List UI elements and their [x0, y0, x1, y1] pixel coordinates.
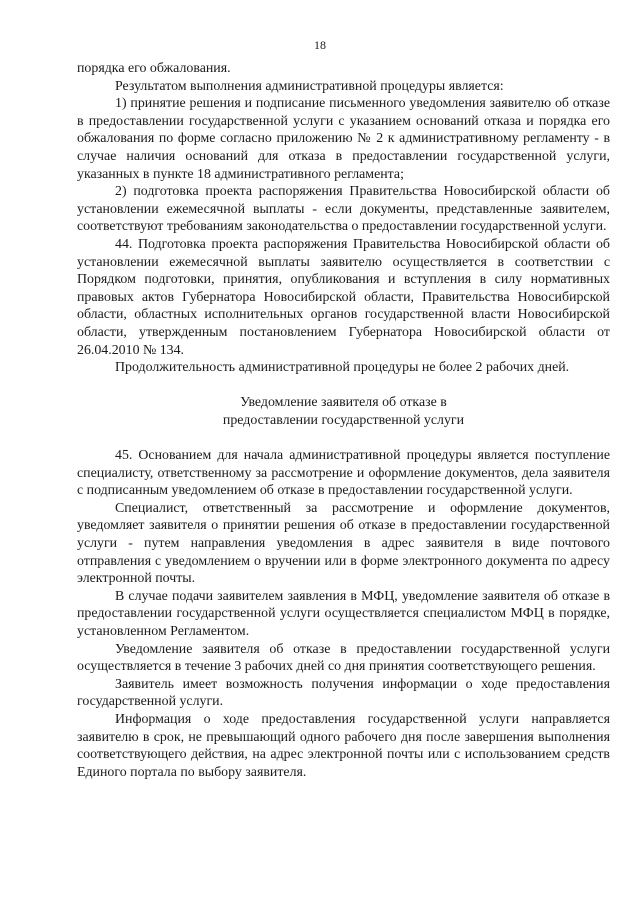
- paragraph: 44. Подготовка проекта распоряжения Правительства Новосибирской области об установлении ежемесячной выплаты заявителю осуществляется в соответствии с Порядком подготовки, принятия, опубликования и вступления в силу нормативных правовых актов Губернатора Новосибирской области, Правительства Новосибирской области, областных исполнительных органов государственной власти Новосибирской области, утвержденным постановлением Губернатора Новосибирской области от 26.04.2010 № 134.: [77, 236, 610, 358]
- paragraph: 45. Основанием для начала административной процедуры является поступление специалисту, ответственному за рассмотрение и оформление документов, дела заявителя с подписанным уведомлением об отказе в предоставлении государственной услуги.: [77, 448, 610, 499]
- paragraph: В случае подачи заявителем заявления в МФЦ, уведомление заявителя об отказе в предоставлении государственной услуги осуществляется специалистом МФЦ в порядке, установленном Регламентом.: [77, 588, 610, 639]
- paragraph: Специалист, ответственный за рассмотрение и оформление документов, уведомляет заявителя о принятии решения об отказе в предоставлении государственной услуги - путем направления уведомления в адрес заявителя в виде почтового отправления с уведомлением о вручении или в форме электронного документа по адресу электронной почты.: [77, 500, 610, 587]
- paragraph: 2) подготовка проекта распоряжения Правительства Новосибирской области об установлении ежемесячной выплаты - если документы, представленные заявителем, соответствуют требованиям законодательства о предоставлении государственной услуги.: [77, 184, 610, 235]
- section-heading-line: Уведомление заявителя об отказе в: [240, 395, 447, 411]
- paragraph: Уведомление заявителя об отказе в предоставлении государственной услуги осуществляется в течение 3 рабочих дней со дня принятия соответствующего решения.: [77, 641, 610, 675]
- page-number: 18: [314, 38, 326, 52]
- paragraph: Продолжительность административной процедуры не более 2 рабочих дней.: [115, 360, 570, 376]
- paragraph: Результатом выполнения административной процедуры является:: [115, 78, 504, 94]
- section-heading-line: предоставлении государственной услуги: [222, 412, 465, 428]
- document-body: [77, 60, 610, 781]
- paragraph: 1) принятие решения и подписание письменного уведомления заявителю об отказе в предоставлении государственной услуги с указанием оснований отказа и порядка его обжалования по форме согласно приложению № 2 к административному регламенту - в случае наличия оснований для отказа в предоставлении государственной услуги, указанных в пункте 18 административного регламента;: [77, 96, 610, 182]
- paragraph: порядка его обжалования.: [77, 61, 231, 76]
- paragraph: Информация о ходе предоставления государственной услуги направляется заявителю в срок, не превышающий одного рабочего дня после завершения выполнения соответствующего действия, на адрес электронной почты или с использованием средств Единого портала по выбору заявителя.: [77, 711, 610, 780]
- paragraph: Заявитель имеет возможность получения информации о ходе предоставления государственной услуги.: [77, 676, 610, 710]
